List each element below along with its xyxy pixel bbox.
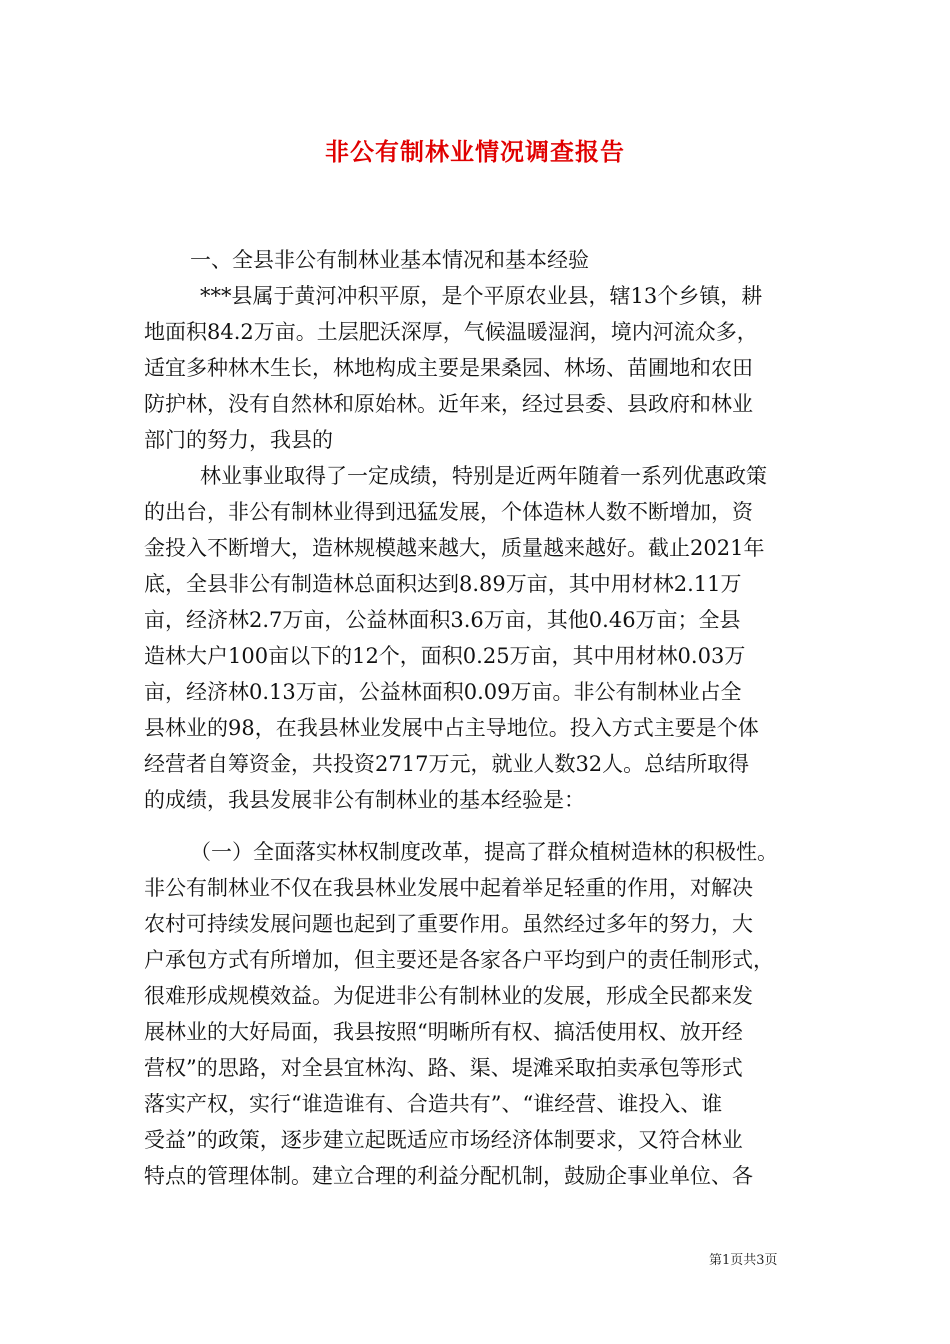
text-line: 的出台，非公有制林业得到迅猛发展，个体造林人数不断增加，资: [144, 500, 753, 524]
text-line: 受益”的政策，逐步建立起既适应市场经济体制要求，又符合林业: [144, 1128, 743, 1152]
text-line: 地面积84.2万亩。土层肥沃深厚，气候温暖湿润，境内河流众多，: [144, 320, 758, 344]
text-line: 适宜多种林木生长，林地构成主要是果桑园、林场、苗圃地和农田: [144, 356, 753, 380]
text-line: 落实产权，实行“谁造谁有、合造共有”、“谁经营、谁投入、谁: [144, 1092, 723, 1116]
page-number: 第1页共3页: [709, 1253, 778, 1268]
text-line: 造林大户100亩以下的12个，面积0.25万亩，其中用材林0.03万: [144, 644, 746, 668]
text-line: 农村可持续发展问题也起到了重要作用。虽然经过多年的努力，大: [144, 912, 753, 936]
text-line: 特点的管理体制。建立合理的利益分配机制，鼓励企事业单位、各: [144, 1164, 753, 1188]
text-line: 亩，经济林0.13万亩，公益林面积0.09万亩。非公有制林业占全: [144, 680, 742, 704]
text-line: ***县属于黄河冲积平原，是个平原农业县，辖13个乡镇，耕: [200, 284, 763, 308]
text-line: 部门的努力，我县的: [144, 428, 333, 452]
text-line: 很难形成规模效益。为促进非公有制林业的发展，形成全民都来发: [144, 984, 753, 1008]
text-line: （一）全面落实林权制度改革，提高了群众植树造林的积极性。: [190, 840, 778, 864]
text-line: 底，全县非公有制造林总面积达到8.89万亩，其中用材林2.11万: [144, 572, 742, 596]
text-line: 营权”的思路，对全县宜林沟、路、渠、堤滩采取拍卖承包等形式: [144, 1056, 743, 1080]
text-line: 户承包方式有所增加，但主要还是各家各户平均到户的责任制形式，: [144, 948, 774, 972]
text-line: 经营者自筹资金，共投资2717万元，就业人数32人。总结所取得: [144, 752, 750, 776]
text-line: 县林业的98，在我县林业发展中占主导地位。投入方式主要是个体: [144, 716, 759, 740]
text-line: 林业事业取得了一定成绩，特别是近两年随着一系列优惠政策: [200, 464, 767, 488]
text-line: 防护林，没有自然林和原始林。近年来，经过县委、县政府和林业: [144, 392, 753, 416]
text-line: 非公有制林业不仅在我县林业发展中起着举足轻重的作用，对解决: [144, 876, 753, 900]
text-line: 金投入不断增大，造林规模越来越大，质量越来越好。截止2021年: [144, 536, 765, 560]
text-line: 的成绩，我县发展非公有制林业的基本经验是：: [144, 788, 585, 812]
document-title: 非公有制林业情况调查报告: [325, 137, 625, 166]
text-line: 亩，经济林2.7万亩，公益林面积3.6万亩，其他0.46万亩；全县: [144, 608, 741, 632]
text-line: 一、全县非公有制林业基本情况和基本经验: [190, 248, 589, 272]
text-line: 展林业的大好局面，我县按照“明晰所有权、搞活使用权、放开经: [144, 1020, 743, 1044]
